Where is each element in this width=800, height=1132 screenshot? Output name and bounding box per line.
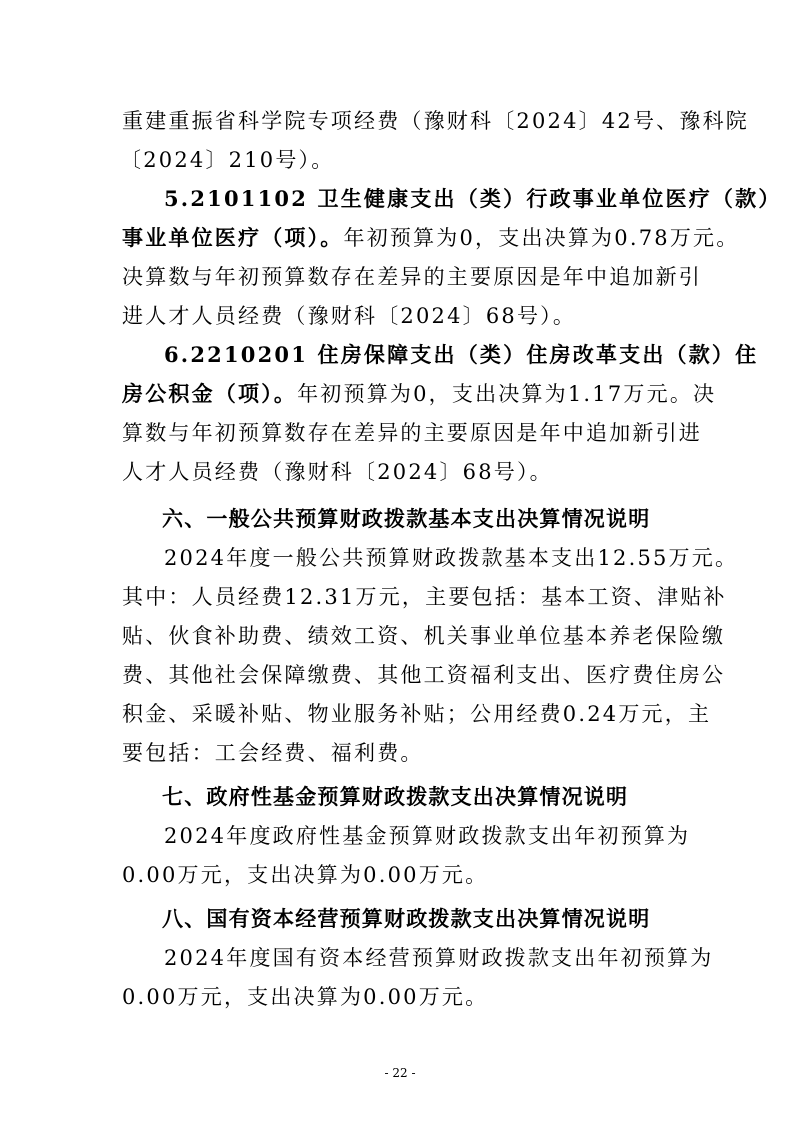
item-5-heading-cont: 事业单位医疗（项）。 [122, 225, 344, 250]
paragraph-line: 要包括：工会经费、福利费。 [122, 741, 424, 765]
item-5-line [164, 180, 782, 218]
paragraph-line: 决算数与年初预算数存在差异的主要原因是年中追加新引 [122, 265, 702, 289]
item-6-line [122, 375, 717, 413]
paragraph-line: 2024年度一般公共预算财政拨款基本支出12.55万元。 [164, 546, 739, 570]
page-number: - 22 - [384, 1066, 416, 1080]
item-6-text: 年初预算为0，支出决算为1.17万元。决 [297, 382, 717, 406]
paragraph-line: 贴、伙食补助费、绩效工资、机关事业单位基本养老保险缴 [122, 624, 726, 648]
paragraph-line: 算数与年初预算数存在差异的主要原因是年中追加新引进 [122, 421, 702, 445]
paragraph-line: 2024年度政府性基金预算财政拨款支出年初预算为 [164, 824, 691, 848]
paragraph-line: 0.00万元，支出决算为0.00万元。 [122, 863, 489, 887]
paragraph-line: 重建重振省科学院专项经费（豫财科〔2024〕42号、豫科院 [122, 109, 749, 133]
paragraph-line: 其中：人员经费12.31万元，主要包括：基本工资、津贴补 [122, 585, 727, 609]
section-6-heading: 六、一般公共预算财政拨款基本支出决算情况说明 [162, 507, 651, 531]
section-8-heading: 八、国有资本经营预算财政拨款支出决算情况说明 [162, 907, 651, 931]
paragraph-line: 0.00万元，支出决算为0.00万元。 [122, 985, 489, 1009]
item-6-heading: 6.2210201 住房保障支出（类）住房改革支出（款）住 [164, 342, 759, 367]
item-6-line [164, 336, 759, 374]
item-6-heading-cont: 房公积金（项）。 [122, 381, 298, 406]
item-5-text: 年初预算为0，支出决算为0.78万元。 [343, 226, 740, 250]
paragraph-line: 进人才人员经费（豫财科〔2024〕68号）。 [122, 304, 577, 328]
paragraph-line: 人才人员经费（豫财科〔2024〕68号）。 [122, 460, 553, 484]
paragraph-line: 积金、采暖补贴、物业服务补贴；公用经费0.24万元，主 [122, 702, 712, 726]
paragraph-line: 费、其他社会保障缴费、其他工资福利支出、医疗费住房公 [122, 663, 726, 687]
item-5-line [122, 219, 740, 257]
paragraph-line: 2024年度国有资本经营预算财政拨款支出年初预算为 [164, 946, 714, 970]
paragraph-line: 〔2024〕210号）。 [120, 148, 335, 172]
section-7-heading: 七、政府性基金预算财政拨款支出决算情况说明 [162, 785, 629, 809]
item-5-heading: 5.2101102 卫生健康支出（类）行政事业单位医疗（款） [164, 186, 782, 211]
